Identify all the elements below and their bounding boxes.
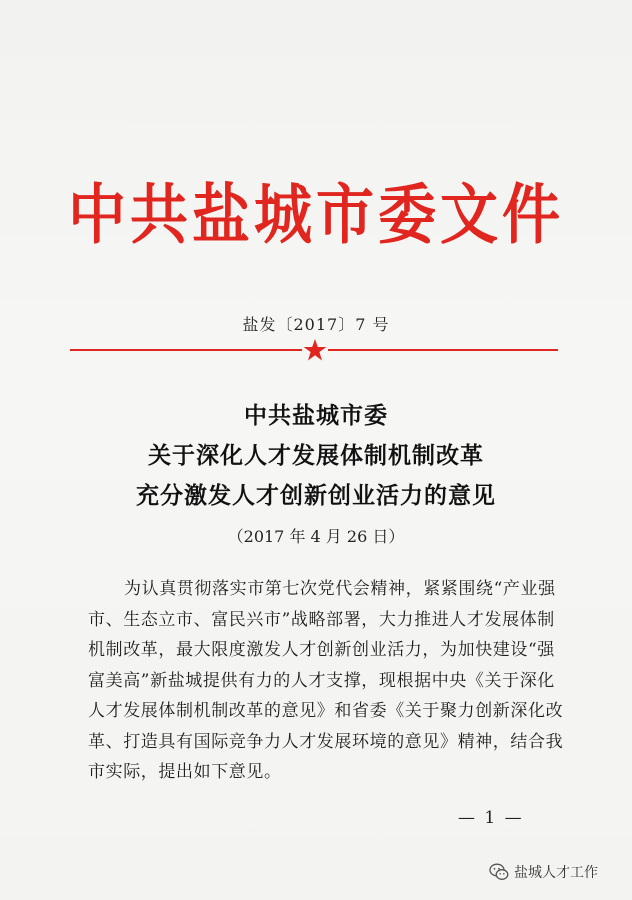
account-watermark [489,862,598,882]
red-masthead: 中共盐城市委文件 [67,176,564,253]
body-line: 为认真贯彻落实市第七次党代会精神，紧紧围绕“产业强 [124,579,556,599]
body-line: 富美高”新盐城提供有力的人才支撑，现根据中央《关于深化 [88,670,555,691]
page-number: — 1 — [458,808,524,828]
body-line: 人才发展体制机制改革的意见》和省委《关于聚力创新深化改 [88,701,564,721]
red-divider-right [328,349,558,351]
body-line: 机制改革，最大限度激发人才创新创业活力，为加快建设“强 [88,640,555,660]
body-paragraph [88,574,564,788]
red-divider-left [70,349,302,351]
title-line-2: 关于深化人才发展体制机制改革 [148,442,484,469]
title-line-3: 充分激发人才创新创业活力的意见 [136,482,496,509]
body-line: 市实际，提出如下意见。 [88,762,282,782]
watermark-label: 盐城人才工作 [514,865,598,881]
body-line: 市、生态立市、富民兴市”战略部署，大力推进人才发展体制 [88,609,555,630]
wechat-icon [489,863,509,881]
star-icon [303,339,327,361]
document-number: 盐发〔2017〕7 号 [242,315,390,334]
body-line: 革、打造具有国际竞争力人才发展环境的意见》精神，结合我 [88,731,564,752]
title-line-1: 中共盐城市委 [244,402,388,429]
document-date: （2017 年 4 月 26 日） [227,527,405,546]
